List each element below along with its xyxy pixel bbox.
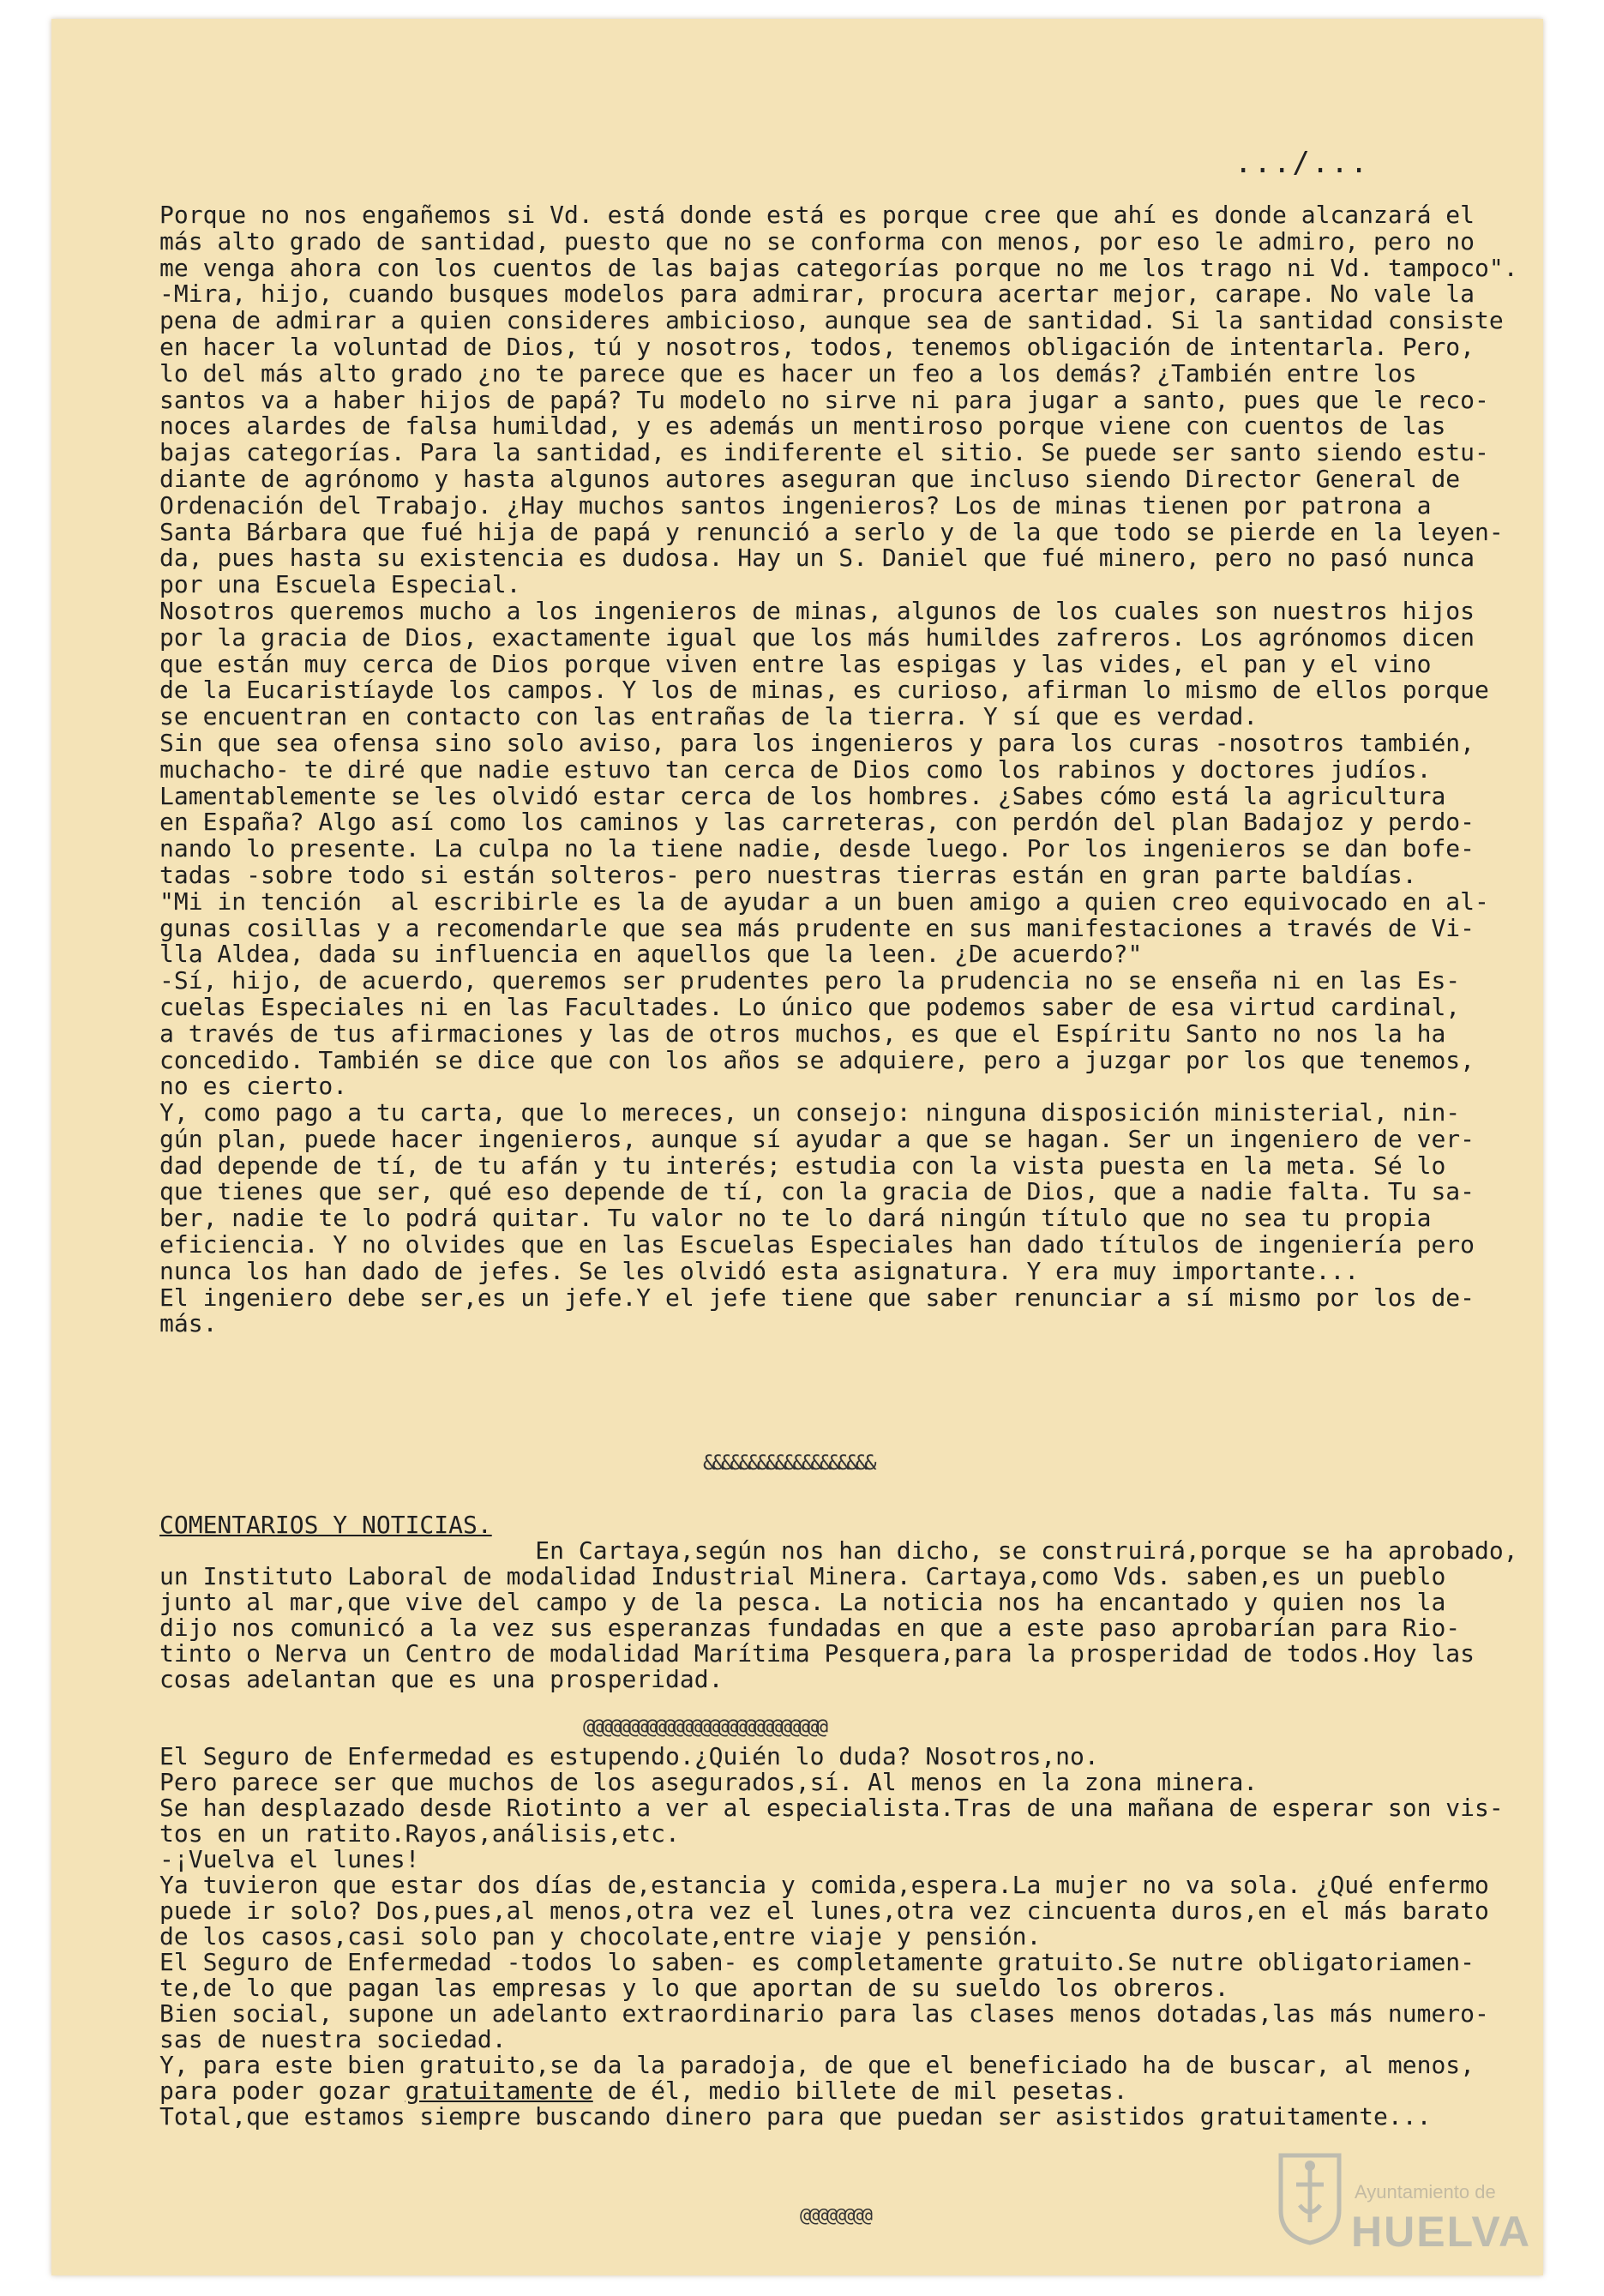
text-line: de la Eucaristíayde los campos. Y los de minas, es curioso, afirman lo mismo de ellos porque xyxy=(159,676,1489,705)
seguro-last-line: Total,que estamos siempre buscando dinero para que puedan ser asistidos gratuitamente... xyxy=(159,2102,1432,2131)
text-line: da, pues hasta su existencia es dudosa. Hay un S. Daniel que fué minero, pero no pasó nunca xyxy=(159,544,1475,573)
text-line: que están muy cerca de Dios porque viven entre las espigas y las vides, el pan y el vino xyxy=(159,649,1432,678)
text-line: sas de nuestra sociedad. xyxy=(159,2025,507,2053)
text-line: Santa Bárbara que fué hija de papá y renunció a serlo y de la que todo se pierde en la leyen- xyxy=(159,517,1504,546)
page-continuation-mark: .../... xyxy=(1235,146,1370,180)
text-line: "Mi in tención al escribirle es la de ayudar a un buen amigo a quien creo equivocado en al- xyxy=(159,887,1489,916)
text-line: Ordenación del Trabajo. ¿Hay muchos santos ingenieros? Los de minas tienen por patrona a xyxy=(159,490,1432,520)
text-line: En Cartaya,según nos han dicho, se construirá,porque se ha aprobado, xyxy=(159,1536,1518,1565)
logo-caption: Ayuntamiento de xyxy=(1355,2181,1496,2203)
text-line: Porque no nos engañemos si Vd. está donde está es porque cree que ahí es donde alcanzará el xyxy=(159,201,1475,229)
text-line: santos va a haber hijos de papá? Tu modelo no sirve ni para jugar a santo, pues que le reco- xyxy=(159,385,1489,414)
comentarios-text xyxy=(159,1536,1518,1693)
text-line: Y, como pago a tu carta, que lo mereces, un consejo: ninguna disposición ministerial, nin- xyxy=(159,1098,1461,1127)
text-line: concedido. También se dice que con los años se adquiere, pero a juzgar por los que tenemos, xyxy=(159,1045,1475,1074)
text-line: que tienes que ser, qué eso depende de tí, con la gracia de Dios, que a nadie falta. Tu sa- xyxy=(159,1177,1475,1206)
text-line: Bien social, supone un adelanto extraordinario para las clases menos dotadas,las más numero- xyxy=(159,1999,1489,2028)
text-line: me venga ahora con los cuentos de las bajas categorías porque no me los trago ni Vd. tampoco". xyxy=(159,253,1518,282)
text-line: por una Escuela Especial. xyxy=(159,570,521,599)
text-line: lla Aldea, dada su influencia en aquellos que la leen. ¿De acuerdo?" xyxy=(159,940,1143,969)
text-line: gunas cosillas y a recomendarle que sea más prudente en sus manifestaciones a través de Vi- xyxy=(159,913,1475,942)
text-line: tinto o Nerva un Centro de modalidad Marítima Pesquera,para la prosperidad de todos.Hoy las xyxy=(159,1639,1475,1668)
text-line: te,de lo que pagan las empresas y lo que aportan de su sueldo los obreros. xyxy=(159,1974,1229,2002)
comentarios-section xyxy=(159,1511,1518,1693)
closing-separator: @@@@@@@@ xyxy=(800,2205,870,2227)
text-line: Ya tuvieron que estar dos días de,estancia y comida,espera.La mujer no va sola. ¿Qué enfermo xyxy=(159,1871,1489,1899)
ampersand-separator: &&&&&&&&&&&&&&&&&&& xyxy=(703,1451,874,1475)
text-line: cuelas Especiales ni en las Facultades. Lo único que podemos saber de esa virtud cardinal, xyxy=(159,992,1461,1021)
text-line: dijo nos comunicó a la vez sus esperanzas fundadas en que a este paso aprobarían para Rio- xyxy=(159,1614,1461,1642)
text-line: a través de tus afirmaciones y las de otros muchos, es que el Espíritu Santo no nos la ha xyxy=(159,1019,1446,1048)
seguro-section xyxy=(159,1742,1504,2131)
text-line: puede ir solo? Dos,pues,al menos,otra vez el lunes,otra vez cincuenta duros,en el más barato xyxy=(159,1896,1489,1925)
huelva-watermark-logo xyxy=(1276,2140,1541,2269)
text-line: dad depende de tí, de tu afán y tu interés; estudia con la vista puesta en la meta. Sé lo xyxy=(159,1151,1446,1180)
text-line: -Sí, hijo, de acuerdo, queremos ser prudentes pero la prudencia no se enseña ni en las Es- xyxy=(159,966,1461,995)
text-line: de los casos,casi solo pan y chocolate,entre viaje y pensión. xyxy=(159,1922,1042,1950)
text-line: El ingeniero debe ser,es un jefe.Y el jefe tiene que saber renunciar a sí mismo por los de- xyxy=(159,1283,1475,1312)
text-line: eficiencia. Y no olvides que en las Escuelas Especiales han dado títulos de ingeniería pero xyxy=(159,1230,1475,1259)
text-line: un Instituto Laboral de modalidad Industrial Minera. Cartaya,como Vds. saben,es un pueblo xyxy=(159,1562,1446,1590)
text-line: cosas adelantan que es una prosperidad. xyxy=(159,1665,724,1693)
text-line: Lamentablemente se les olvidó estar cerca de los hombres. ¿Sabes cómo está la agricultura xyxy=(159,781,1446,810)
text-line: nunca los han dado de jefes. Se les olvidó esta asignatura. Y era muy importante... xyxy=(159,1256,1360,1285)
text-line: ber, nadie te lo podrá quitar. Tu valor no te lo dará ningún título que no sea tu propia xyxy=(159,1204,1432,1233)
text-line: El Seguro de Enfermedad -todos lo saben- es completamente gratuito.Se nutre obligatoriamen- xyxy=(159,1948,1475,1976)
seguro-text xyxy=(159,1742,1504,2079)
text-line: tadas -sobre todo si están solteros- pero nuestras tierras están en gran parte baldías. xyxy=(159,860,1417,889)
text-line: se encuentran en contacto con las entrañas de la tierra. Y sí que es verdad. xyxy=(159,702,1259,731)
logo-name: HUELVA xyxy=(1351,2208,1532,2256)
seguro-underlined-line: para poder gozar gratuitamente de él, medio billete de mil pesetas. xyxy=(159,2077,1128,2105)
text-line: pena de admirar a quien consideres ambicioso, aunque sea de santidad. Si la santidad consiste xyxy=(159,306,1504,335)
text-line: bajas categorías. Para la santidad, es indiferente el sitio. Se puede ser santo siendo estu- xyxy=(159,438,1489,467)
text-line: más. xyxy=(159,1309,218,1338)
text-line: -¡Vuelva el lunes! xyxy=(159,1845,420,1873)
section-heading: COMENTARIOS Y NOTICIAS. xyxy=(159,1511,492,1539)
text-line: en España? Algo así como los caminos y las carreteras, con perdón del plan Badajoz y perdo- xyxy=(159,808,1475,837)
text-line: -Mira, hijo, cuando busques modelos para admirar, procura acertar mejor, carape. No vale la xyxy=(159,279,1475,309)
text-line: noces alardes de falsa humildad, y es además un mentiroso porque viene con cuentos de las xyxy=(159,412,1446,441)
text-line: Se han desplazado desde Riotinto a ver al especialista.Tras de una mañana de esperar son vis- xyxy=(159,1794,1504,1822)
text-line: tos en un ratito.Rayos,análisis,etc. xyxy=(159,1819,680,1848)
text-line: lo del más alto grado ¿no te parece que es hacer un feo a los demás? ¿También entre los xyxy=(159,358,1417,388)
text-line: gún plan, puede hacer ingenieros, aunque sí ayudar a que se hagan. Ser un ingeniero de ver- xyxy=(159,1124,1475,1153)
text-line: Pero parece ser que muchos de los asegurados,sí. Al menos en la zona minera. xyxy=(159,1768,1259,1796)
text-line: Nosotros queremos mucho a los ingenieros de minas, algunos de los cuales son nuestros hijos xyxy=(159,596,1475,625)
main-body-text xyxy=(159,201,1518,1338)
at-sign-separator: @@@@@@@@@@@@@@@@@@@@@@@@@@@ xyxy=(583,1715,826,1739)
text-line: no es cierto. xyxy=(159,1072,348,1101)
text-line: Y, para este bien gratuito,se da la paradoja, de que el beneficiado ha de buscar, al menos, xyxy=(159,2051,1475,2079)
coat-of-arms-icon xyxy=(1276,2150,1344,2246)
text-line: El Seguro de Enfermedad es estupendo.¿Quién lo duda? Nosotros,no. xyxy=(159,1742,1099,1770)
text-line: en hacer la voluntad de Dios, tú y nosotros, todos, tenemos obligación de intentarla. Pero, xyxy=(159,332,1475,361)
text-line: por la gracia de Dios, exactamente igual que los más humildes zafreros. Los agrónomos dicen xyxy=(159,622,1475,652)
text-line: más alto grado de santidad, puesto que no se conforma con menos, por eso le admiro, pero no xyxy=(159,226,1475,255)
underlined-word: gratuitamente xyxy=(405,2077,593,2105)
text-line: muchacho- te diré que nadie estuvo tan cerca de Dios como los rabinos y doctores judíos. xyxy=(159,754,1432,784)
typewritten-sheet xyxy=(51,19,1543,2275)
text-line: Sin que sea ofensa sino solo aviso, para los ingenieros y para los curas -nosotros también, xyxy=(159,728,1475,757)
text-line: junto al mar,que vive del campo y de la pesca. La noticia nos ha encantado y quien nos la xyxy=(159,1588,1446,1616)
text-line: nando lo presente. La culpa no la tiene nadie, desde luego. Por los ingenieros se dan bofe- xyxy=(159,834,1475,863)
text-line: diante de agrónomo y hasta algunos autores aseguran que incluso siendo Director General de xyxy=(159,464,1461,493)
